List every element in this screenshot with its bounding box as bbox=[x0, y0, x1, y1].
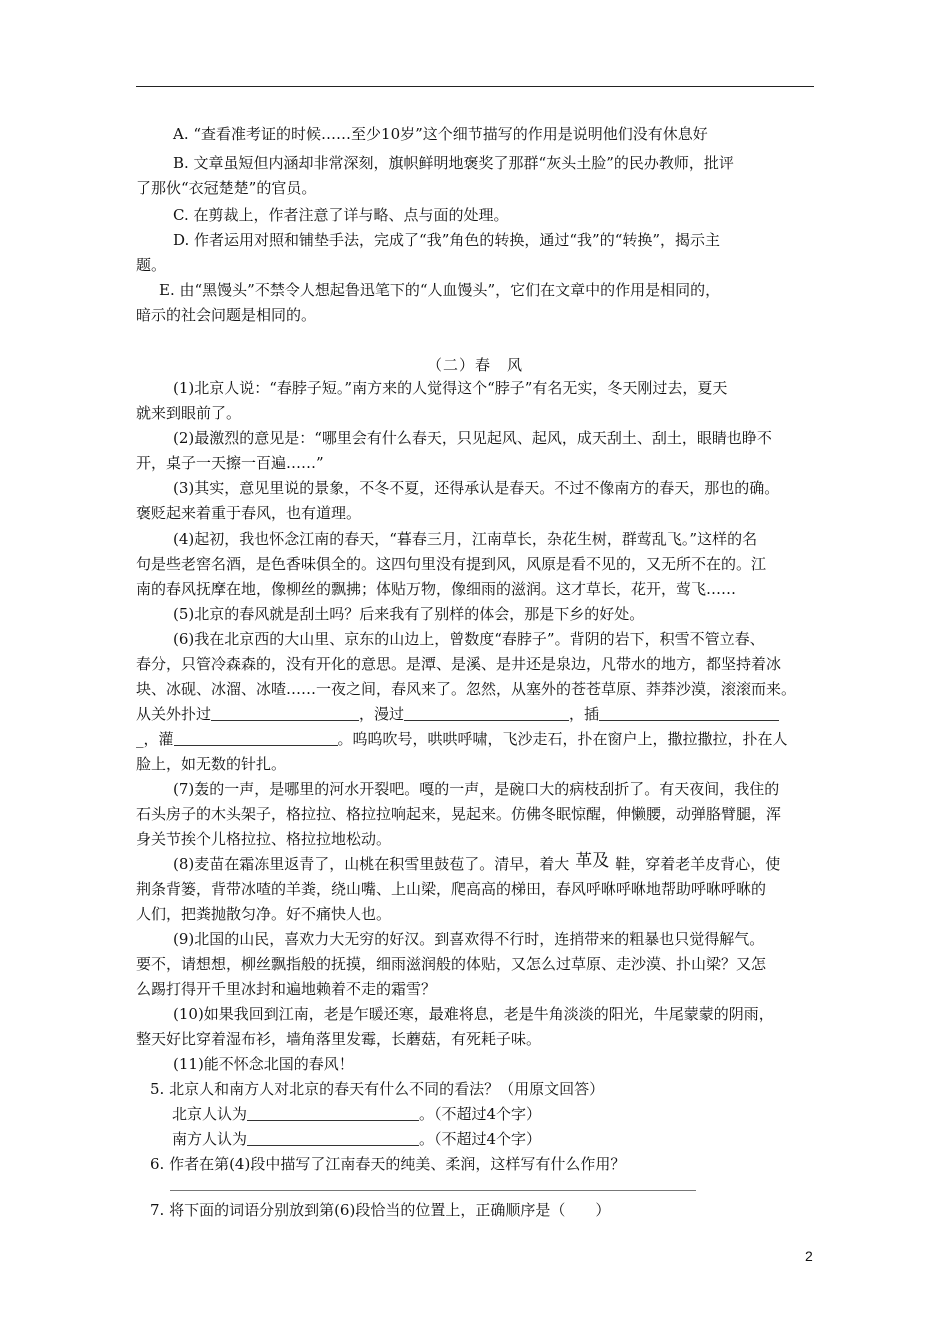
blank-3[interactable] bbox=[599, 704, 779, 721]
passage-p6-line3: 块、冰砚、冰溜、冰喳……一夜之间，春风来了。忽然，从塞外的苍苍草原、莽莽沙漠，滚滚而来。 bbox=[136, 680, 797, 698]
p6-text-5: 。呜呜吹号，哄哄呼啸，飞沙走石，扑在窗户上，撒拉撒拉，扑在人 bbox=[337, 730, 788, 748]
passage-p6-line2: 春分，只管冷森森的，没有开化的意思。是潭、是溪、是井还是泉边，凡带水的地方，都坚持着冰 bbox=[136, 655, 782, 673]
passage-p8-line3: 人们，把粪抛散匀净。好不痛快人也。 bbox=[136, 905, 392, 923]
passage-p9-line3: 么踢打得开千里冰封和遍地赖着不走的霜雪？ bbox=[136, 980, 437, 998]
passage-p2-line1: (2)最激烈的意见是：“哪里会有什么春天，只见起风、起风，成天刮土、刮土，眼睛也睁不 bbox=[173, 429, 772, 447]
passage-p1-line1: (1)北京人说：“春脖子短。”南方来的人觉得这个“脖子”有名无实，冬天刚过去，夏天 bbox=[173, 379, 728, 397]
option-b-line2: 了那伙“衣冠楚楚”的官员。 bbox=[136, 179, 317, 197]
q5-blank-south[interactable] bbox=[247, 1129, 419, 1146]
passage-p8-line1 bbox=[173, 851, 781, 874]
passage-p7-line1: (7)轰的一声，是哪里的河水开裂吧。嘎的一声，是碗口大的病枝刮折了。有天夜间，我住的 bbox=[173, 780, 780, 798]
p6-text-4: _，灌 bbox=[136, 730, 174, 748]
passage-p5: (5)北京的春风就是刮土吗？后来我有了别样的体会，那是下乡的好处。 bbox=[173, 605, 645, 623]
passage-p1-line2: 就来到眼前了。 bbox=[136, 404, 242, 422]
blank-2[interactable] bbox=[404, 704, 569, 721]
option-e-line1: E. 由“黑馒头”不禁令人想起鲁迅笔下的“人血馒头”，它们在文章中的作用是相同的， bbox=[159, 281, 721, 299]
passage-p10-line1: (10)如果我回到江南，老是乍暖还寒，最难将息，老是牛角淡淡的阳光，牛尾蒙蒙的阴雨， bbox=[173, 1005, 774, 1023]
header-rule bbox=[136, 86, 814, 87]
passage-p4-line2: 句是些老窖名酒，是色香味俱全的。这四句里没有提到风，风原是看不见的，又无所不在的。江 bbox=[136, 555, 767, 573]
p6-text-3: ，插 bbox=[569, 705, 600, 723]
q5-answer-south bbox=[172, 1129, 541, 1149]
page-number: 2 bbox=[805, 1248, 813, 1264]
q5-label-beijing: 北京人认为 bbox=[172, 1105, 248, 1123]
passage-p9-line2: 要不，请想想，柳丝飘指般的抚摸，细雨滋润般的体贴，又怎么过草原、走沙漠、扑山梁？又怎 bbox=[136, 955, 767, 973]
option-b-line1: B. 文章虽短但内涵却非常深刻，旗帜鲜明地褒奖了那群“灰头土脸”的民办教师，批评 bbox=[173, 154, 734, 172]
passage-p11: (11)能不怀念北国的春风！ bbox=[173, 1055, 354, 1073]
q5-note-beijing: 。（不超过4个字） bbox=[419, 1105, 542, 1123]
passage-p7-line3: 身关节挨个儿格拉拉、格拉拉地松动。 bbox=[136, 830, 392, 848]
p8-text-2: 革及 bbox=[575, 851, 610, 871]
section-title: （二）春 风 bbox=[426, 356, 523, 374]
passage-p6-line4 bbox=[136, 704, 779, 724]
passage-p3-line2: 褒贬起来着重于春风，也有道理。 bbox=[136, 504, 362, 522]
option-d-line1: D. 作者运用对照和铺垫手法，完成了“我”角色的转换，通过“我”的“转换”，揭示主 bbox=[173, 231, 721, 249]
passage-p2-line2: 开，桌子一天擦一百遍……” bbox=[136, 454, 324, 472]
passage-p4-line1: (4)起初，我也怀念江南的春天，“暮春三月，江南草长，杂花生树，群莺乱飞。”这样的名 bbox=[173, 530, 758, 548]
p8-text-3: 鞋，穿着老羊皮背心，使 bbox=[615, 855, 781, 873]
passage-p3-line1: (3)其实，意见里说的景象，不冬不夏，还得承认是春天。不过不像南方的春天，那也的确。 bbox=[173, 479, 780, 497]
blank-1[interactable] bbox=[211, 704, 359, 721]
passage-p6-line6: 脸上，如无数的针扎。 bbox=[136, 755, 287, 773]
p6-text-2: ，漫过 bbox=[359, 705, 405, 723]
q5-answer-beijing bbox=[172, 1104, 541, 1124]
passage-p8-line2: 荆条背篓，背带冰喳的羊粪，绕山嘴、上山梁，爬高高的梯田，春风呼咻呼咻地帮助呼咻呼咻的 bbox=[136, 880, 767, 898]
option-e-line2: 暗示的社会问题是相同的。 bbox=[136, 306, 317, 324]
option-c: C. 在剪裁上，作者注意了详与略、点与面的处理。 bbox=[173, 206, 509, 224]
p6-text-1: 从关外扑过 bbox=[136, 705, 212, 723]
question-5: 5. 北京人和南方人对北京的春天有什么不同的看法？（用原文回答） bbox=[150, 1080, 605, 1098]
passage-p6-line1: (6)我在北京西的大山里、京东的山边上，曾数度“春脖子”。背阴的岩下，积雪不管立春、 bbox=[173, 630, 765, 648]
passage-p10-line2: 整天好比穿着湿布衫，墙角落里发霉，长蘑菇，有死耗子味。 bbox=[136, 1030, 542, 1048]
passage-p6-line5 bbox=[136, 729, 788, 749]
passage-p9-line1: (9)北国的山民，喜欢力大无穷的好汉。到喜欢得不行时，连捎带来的粗暴也只觉得解气。 bbox=[173, 930, 765, 948]
option-a: A. “查看准考证的时候……至少10岁”这个细节描写的作用是说明他们没有休息好 bbox=[173, 125, 708, 143]
blank-4[interactable] bbox=[174, 729, 338, 746]
q6-answer-line[interactable] bbox=[170, 1190, 696, 1191]
p8-text-1: (8)麦苗在霜冻里返青了，山桃在积雪里鼓苞了。清早，着大 bbox=[173, 855, 570, 873]
q5-blank-beijing[interactable] bbox=[247, 1104, 419, 1121]
option-d-line2: 题。 bbox=[136, 256, 167, 274]
question-6: 6. 作者在第(4)段中描写了江南春天的纯美、柔润，这样写有什么作用？ bbox=[150, 1155, 626, 1173]
q5-note-south: 。（不超过4个字） bbox=[419, 1130, 542, 1148]
passage-p7-line2: 石头房子的木头架子，格拉拉、格拉拉响起来，晃起来。仿佛冬眠惊醒，伸懒腰，动弹胳臂腿，浑 bbox=[136, 805, 782, 823]
q5-label-south: 南方人认为 bbox=[172, 1130, 248, 1148]
passage-p4-line3: 南的春风抚摩在地，像柳丝的飘拂；体贴万物，像细雨的滋润。这才草长，花开，莺飞…… bbox=[136, 580, 737, 598]
question-7: 7. 将下面的词语分别放到第(6)段恰当的位置上，正确顺序是（ ） bbox=[150, 1201, 611, 1219]
